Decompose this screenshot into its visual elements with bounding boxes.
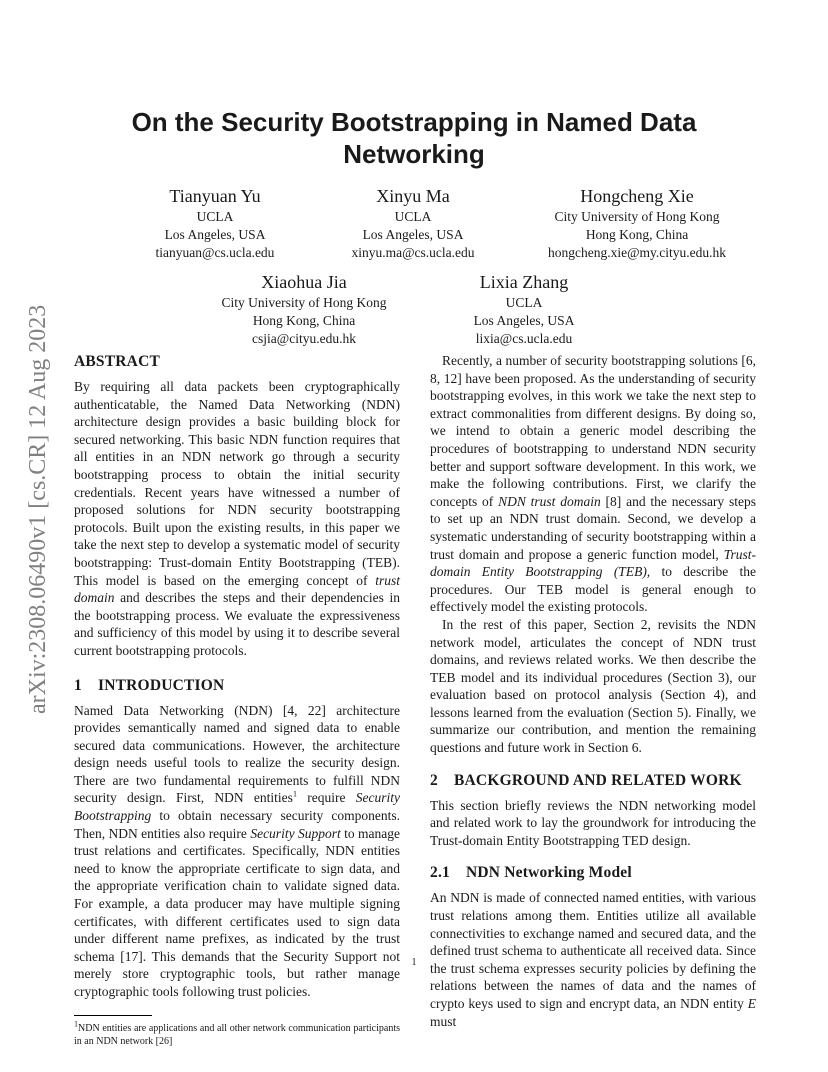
subsection-heading-ndn-model: 2.1 NDN Networking Model bbox=[430, 864, 632, 882]
outline-paragraph: In the rest of this paper, Section 2, revisits the NDN network model, articulates the concept of NDN trust domains, and reviews related works. We then describe the TEB model and its individual procedures (Section 3), our evaluation based on protocol analysis (Section 4), and lessons learned from the evaluation (Section 5). Finally, we summarize our contribution, and mention the remaining questions and future work in Section 6. bbox=[430, 616, 756, 756]
author-email[interactable]: csjia@cityu.edu.hk bbox=[252, 331, 356, 346]
author-name: Xinyu Ma bbox=[376, 186, 450, 206]
author-location: Los Angeles, USA bbox=[164, 227, 266, 242]
author-block bbox=[404, 270, 644, 348]
section-heading-background: 2 BACKGROUND AND RELATED WORK bbox=[430, 771, 742, 789]
left-column bbox=[74, 352, 400, 1048]
author-location: Hong Kong, China bbox=[252, 313, 356, 328]
abstract-text: By requiring all data packets been cryptographically authenticatable, the Named Data Networking (NDN) architecture design provides a basic building block for secured networking. This basic NDN function requires that all entities in an NDN network go through a security bootstrapping process to obtain the initial security credentials. Recent years have witnessed a number of proposed solutions for NDN security bootstrapping protocols. Built upon the existing results, in this paper we take the next step to develop a systematic model of security bootstrapping: Trust-domain Entity Bootstrapping (TEB). This model is based on the emerging concept of trust domain and describes the steps and their dependencies in the bootstrapping process. We evaluate the expressiveness and sufficiency of this model by using it to describe several current bootstrapping protocols. bbox=[74, 379, 400, 658]
author-name: Tianyuan Yu bbox=[169, 186, 261, 206]
author-block bbox=[293, 184, 533, 262]
background-paragraph: This section briefly reviews the NDN networking model and related work to lay the groundwork for introducing the Trust-domain Entity Bootstrapping TED design. bbox=[430, 797, 756, 848]
author-email[interactable]: lixia@cs.ucla.edu bbox=[475, 331, 573, 346]
abstract-heading: ABSTRACT bbox=[74, 353, 161, 370]
contributions-paragraph: Recently, a number of security bootstrapping solutions [6, 8, 12] have been proposed. As the understanding of security bootstrapping evolves, in this work we take the next step to extract commonalities from different designs. By doing so, we intend to obtain a generic model describing the procedures of bootstrapping to understand NDN security better and support software development. In this work, we make the following contributions. First, we clarify the concepts of NDN trust domain [8] and the necessary steps to set up an NDN trust domain. Second, we develop a systematic understanding of security bootstrapping within a trust domain and propose a generic function model, Trust-domain Entity Bootstrapping (TEB), to describe the procedures. Our TEB model is general enough to effectively model the existing protocols. bbox=[430, 353, 756, 615]
author-block bbox=[508, 184, 766, 262]
author-affiliation: UCLA bbox=[196, 209, 234, 224]
author-affiliation: City University of Hong Kong bbox=[554, 209, 720, 224]
introduction-paragraph: Named Data Networking (NDN) [4, 22] architecture provides semantically named and signed data to enable secured data communications. However, the architecture design needs useful tools to realize the security design. There are two fundamental requirements to fulfill NDN security design. First, NDN entities$^1$ require Security Bootstrapping to obtain necessary security components. Then, NDN entities also require Security Support to manage trust relations and certificates. Specifically, NDN entities need to know the appropriate certificate to sign data, and the appropriate verification chain to validate signed data. For example, a data producer may have multiple signing certificates, with different certificates used to sign data under different name prefixes, as indicated by the trust schema [17]. This demands that the Security Support not merely store cryptographic tools, but rather manage cryptographic tools following trust policies. bbox=[74, 702, 400, 999]
footnote: $^1$NDN entities are applications and all other network communication participants in an NDN network [26] bbox=[74, 1019, 400, 1047]
arxiv-identifier: arXiv:2308.06490v1 [cs.CR] 12 Aug 2023 bbox=[25, 304, 51, 714]
author-email[interactable]: tianyuan@cs.ucla.edu bbox=[155, 245, 275, 260]
author-affiliation: UCLA bbox=[505, 295, 543, 310]
paper-title: On the Security Bootstrapping in Named Data Networking bbox=[131, 107, 697, 169]
footnote-mark[interactable]: 1 bbox=[292, 789, 297, 799]
author-email[interactable]: hongcheng.xie@my.cityu.edu.hk bbox=[547, 245, 727, 260]
footnote-divider bbox=[74, 1015, 152, 1016]
author-location: Hong Kong, China bbox=[585, 227, 689, 242]
author-name: Hongcheng Xie bbox=[580, 186, 694, 206]
author-affiliation: City University of Hong Kong bbox=[221, 295, 387, 310]
author-location: Los Angeles, USA bbox=[473, 313, 575, 328]
page-number: 1 bbox=[411, 957, 417, 968]
ndn-model-paragraph: An NDN is made of connected named entities, with various trust relations among them. Entities utilize all available connectivities to exchange named and secured data, and the defined trust schema to authenticate all received data. Since the trust schema expresses security policies by defining the relations between the names of data and the names of crypto keys used to sign and encrypt data, an NDN entity E must bbox=[430, 890, 756, 1029]
author-name: Xiaohua Jia bbox=[261, 272, 347, 292]
right-column bbox=[430, 352, 756, 1030]
author-location: Los Angeles, USA bbox=[362, 227, 464, 242]
author-email[interactable]: xinyu.ma@cs.ucla.edu bbox=[351, 245, 475, 260]
section-heading-introduction: 1 INTRODUCTION bbox=[74, 676, 225, 694]
author-name: Lixia Zhang bbox=[479, 272, 569, 292]
author-affiliation: UCLA bbox=[394, 209, 432, 224]
author-block bbox=[184, 270, 424, 348]
